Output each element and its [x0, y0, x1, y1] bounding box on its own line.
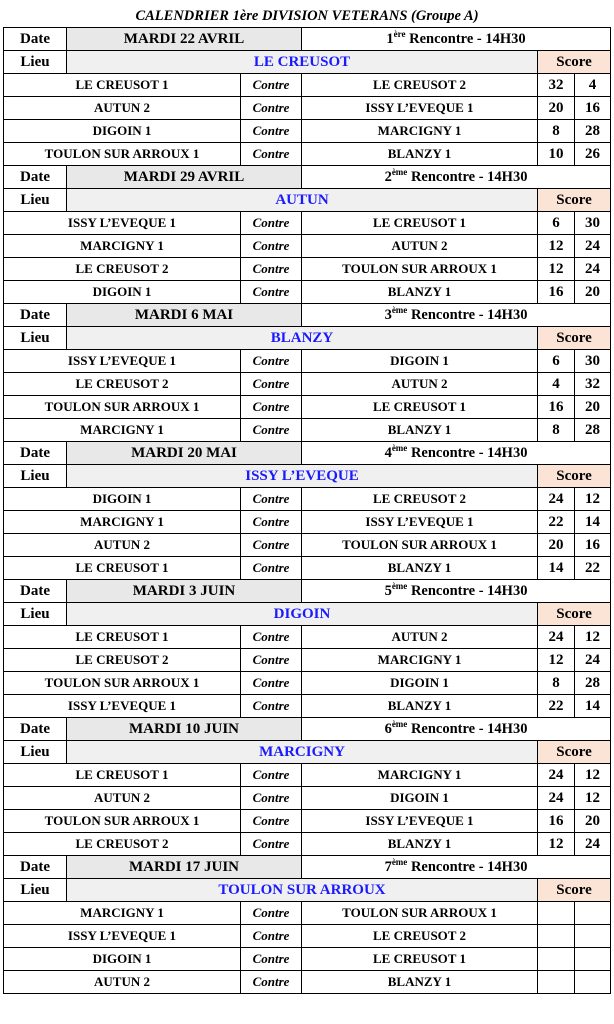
match-row: [4, 143, 611, 166]
contre-label: Contre: [241, 281, 302, 304]
home-score: 24: [538, 626, 575, 649]
away-team: AUTUN 2: [302, 373, 538, 396]
round-number: 5: [384, 582, 392, 599]
away-team: MARCIGNY 1: [302, 120, 538, 143]
page-title: CALENDRIER 1ère DIVISION VETERANS (Groupe A): [4, 5, 611, 28]
home-score: 24: [538, 764, 575, 787]
round-date-row: [4, 304, 611, 327]
round-meeting-text: Rencontre - 14H30: [407, 858, 528, 875]
away-score: [575, 948, 611, 971]
away-team: DIGOIN 1: [302, 787, 538, 810]
away-team: LE CREUSOT 2: [302, 488, 538, 511]
contre-label: Contre: [241, 488, 302, 511]
away-score: [575, 902, 611, 925]
home-team: MARCIGNY 1: [4, 235, 241, 258]
away-score: 32: [575, 373, 611, 396]
away-team: DIGOIN 1: [302, 350, 538, 373]
date-label: Date: [4, 166, 67, 189]
calendar-table: [3, 4, 611, 994]
contre-label: Contre: [241, 120, 302, 143]
away-score: 14: [575, 511, 611, 534]
home-score: 16: [538, 281, 575, 304]
round-meeting-text: Rencontre - 14H30: [407, 444, 528, 461]
round-venue-row: [4, 741, 611, 764]
contre-label: Contre: [241, 764, 302, 787]
round-ordinal-suffix: ème: [391, 166, 408, 177]
round-meeting: [302, 580, 611, 603]
away-score: 16: [575, 534, 611, 557]
away-score: 26: [575, 143, 611, 166]
round-date: MARDI 29 AVRIL: [67, 166, 302, 189]
round-venue-row: [4, 603, 611, 626]
round-date: MARDI 3 JUIN: [67, 580, 302, 603]
match-row: [4, 511, 611, 534]
home-team: ISSY L’EVEQUE 1: [4, 212, 241, 235]
lieu-label: Lieu: [4, 189, 67, 212]
round-number: 2: [384, 168, 392, 185]
home-score: 12: [538, 258, 575, 281]
home-team: LE CREUSOT 1: [4, 626, 241, 649]
match-row: [4, 695, 611, 718]
match-row: [4, 419, 611, 442]
home-score: 10: [538, 143, 575, 166]
home-score: 6: [538, 212, 575, 235]
home-score: 24: [538, 488, 575, 511]
date-label: Date: [4, 856, 67, 879]
round-date: MARDI 22 AVRIL: [67, 28, 302, 51]
score-header: Score: [538, 327, 611, 350]
round-venue-row: [4, 51, 611, 74]
round-ordinal-suffix: ère: [393, 28, 406, 39]
away-score: 28: [575, 419, 611, 442]
home-score: 12: [538, 649, 575, 672]
round-meeting-text: Rencontre - 14H30: [407, 306, 528, 323]
match-row: [4, 488, 611, 511]
away-team: MARCIGNY 1: [302, 764, 538, 787]
home-team: DIGOIN 1: [4, 488, 241, 511]
round-meeting: [302, 28, 611, 51]
round-venue: MARCIGNY: [67, 741, 538, 764]
date-label: Date: [4, 580, 67, 603]
home-score: 22: [538, 695, 575, 718]
contre-label: Contre: [241, 143, 302, 166]
home-team: TOULON SUR ARROUX 1: [4, 810, 241, 833]
match-row: [4, 971, 611, 994]
home-team: LE CREUSOT 1: [4, 557, 241, 580]
away-score: [575, 925, 611, 948]
away-score: [575, 971, 611, 994]
match-row: [4, 396, 611, 419]
score-header: Score: [538, 741, 611, 764]
round-venue-row: [4, 465, 611, 488]
home-score: 20: [538, 97, 575, 120]
home-team: DIGOIN 1: [4, 281, 241, 304]
away-team: TOULON SUR ARROUX 1: [302, 258, 538, 281]
round-meeting-text: Rencontre - 14H30: [407, 582, 528, 599]
contre-label: Contre: [241, 833, 302, 856]
home-team: AUTUN 2: [4, 787, 241, 810]
away-team: BLANZY 1: [302, 143, 538, 166]
away-team: DIGOIN 1: [302, 672, 538, 695]
home-score: [538, 925, 575, 948]
round-ordinal-suffix: ème: [391, 856, 408, 867]
match-row: [4, 557, 611, 580]
match-row: [4, 764, 611, 787]
contre-label: Contre: [241, 534, 302, 557]
away-score: 12: [575, 488, 611, 511]
contre-label: Contre: [241, 902, 302, 925]
round-date-row: [4, 580, 611, 603]
match-row: [4, 948, 611, 971]
contre-label: Contre: [241, 212, 302, 235]
lieu-label: Lieu: [4, 741, 67, 764]
match-row: [4, 258, 611, 281]
match-row: [4, 672, 611, 695]
round-venue-row: [4, 327, 611, 350]
home-score: 4: [538, 373, 575, 396]
away-team: LE CREUSOT 2: [302, 74, 538, 97]
home-score: 12: [538, 833, 575, 856]
away-score: 24: [575, 258, 611, 281]
match-row: [4, 626, 611, 649]
away-score: 24: [575, 649, 611, 672]
away-team: MARCIGNY 1: [302, 649, 538, 672]
contre-label: Contre: [241, 971, 302, 994]
home-team: MARCIGNY 1: [4, 511, 241, 534]
match-row: [4, 281, 611, 304]
lieu-label: Lieu: [4, 51, 67, 74]
away-score: 16: [575, 97, 611, 120]
contre-label: Contre: [241, 373, 302, 396]
away-team: BLANZY 1: [302, 281, 538, 304]
lieu-label: Lieu: [4, 879, 67, 902]
title-row: [4, 5, 611, 28]
away-team: BLANZY 1: [302, 833, 538, 856]
away-team: TOULON SUR ARROUX 1: [302, 902, 538, 925]
home-team: AUTUN 2: [4, 534, 241, 557]
round-venue: TOULON SUR ARROUX: [67, 879, 538, 902]
home-team: LE CREUSOT 2: [4, 649, 241, 672]
away-team: TOULON SUR ARROUX 1: [302, 534, 538, 557]
home-score: 8: [538, 419, 575, 442]
contre-label: Contre: [241, 557, 302, 580]
match-row: [4, 235, 611, 258]
away-team: LE CREUSOT 1: [302, 948, 538, 971]
home-score: 12: [538, 235, 575, 258]
date-label: Date: [4, 304, 67, 327]
round-meeting-text: Rencontre - 14H30: [407, 720, 528, 737]
lieu-label: Lieu: [4, 465, 67, 488]
away-score: 20: [575, 281, 611, 304]
match-row: [4, 212, 611, 235]
home-score: 16: [538, 396, 575, 419]
home-score: 24: [538, 787, 575, 810]
score-header: Score: [538, 51, 611, 74]
round-date-row: [4, 28, 611, 51]
round-venue: ISSY L’EVEQUE: [67, 465, 538, 488]
home-score: 14: [538, 557, 575, 580]
away-team: BLANZY 1: [302, 557, 538, 580]
date-label: Date: [4, 442, 67, 465]
round-number: 7: [384, 858, 392, 875]
home-score: 8: [538, 120, 575, 143]
contre-label: Contre: [241, 396, 302, 419]
match-row: [4, 902, 611, 925]
match-row: [4, 97, 611, 120]
score-header: Score: [538, 189, 611, 212]
home-team: DIGOIN 1: [4, 948, 241, 971]
match-row: [4, 925, 611, 948]
round-ordinal-suffix: ème: [391, 442, 408, 453]
away-score: 12: [575, 764, 611, 787]
home-team: MARCIGNY 1: [4, 902, 241, 925]
round-date-row: [4, 442, 611, 465]
away-team: ISSY L’EVEQUE 1: [302, 810, 538, 833]
match-row: [4, 649, 611, 672]
away-score: 12: [575, 626, 611, 649]
home-score: 20: [538, 534, 575, 557]
away-score: 20: [575, 396, 611, 419]
home-score: 32: [538, 74, 575, 97]
round-venue: LE CREUSOT: [67, 51, 538, 74]
home-team: LE CREUSOT 2: [4, 833, 241, 856]
score-header: Score: [538, 879, 611, 902]
home-team: LE CREUSOT 2: [4, 258, 241, 281]
match-row: [4, 534, 611, 557]
away-team: ISSY L’EVEQUE 1: [302, 511, 538, 534]
away-team: AUTUN 2: [302, 235, 538, 258]
round-number: 6: [384, 720, 392, 737]
away-score: 28: [575, 120, 611, 143]
away-score: 24: [575, 833, 611, 856]
round-meeting-text: Rencontre - 14H30: [405, 30, 526, 47]
home-team: LE CREUSOT 1: [4, 74, 241, 97]
round-venue: DIGOIN: [67, 603, 538, 626]
round-date-row: [4, 856, 611, 879]
round-ordinal-suffix: ème: [391, 718, 408, 729]
contre-label: Contre: [241, 695, 302, 718]
away-score: 4: [575, 74, 611, 97]
contre-label: Contre: [241, 419, 302, 442]
away-team: LE CREUSOT 1: [302, 396, 538, 419]
round-date-row: [4, 166, 611, 189]
home-score: 22: [538, 511, 575, 534]
home-team: LE CREUSOT 1: [4, 764, 241, 787]
round-venue-row: [4, 879, 611, 902]
round-venue: BLANZY: [67, 327, 538, 350]
home-team: ISSY L’EVEQUE 1: [4, 925, 241, 948]
round-ordinal-suffix: ème: [391, 304, 408, 315]
round-meeting: [302, 304, 611, 327]
home-team: MARCIGNY 1: [4, 419, 241, 442]
home-score: 8: [538, 672, 575, 695]
round-meeting: [302, 166, 611, 189]
away-score: 22: [575, 557, 611, 580]
home-team: AUTUN 2: [4, 97, 241, 120]
home-team: TOULON SUR ARROUX 1: [4, 396, 241, 419]
contre-label: Contre: [241, 948, 302, 971]
away-score: 12: [575, 787, 611, 810]
match-row: [4, 120, 611, 143]
round-ordinal-suffix: ème: [391, 580, 408, 591]
match-row: [4, 833, 611, 856]
away-team: AUTUN 2: [302, 626, 538, 649]
round-number: 3: [384, 306, 392, 323]
away-team: BLANZY 1: [302, 695, 538, 718]
home-score: 6: [538, 350, 575, 373]
match-row: [4, 74, 611, 97]
contre-label: Contre: [241, 350, 302, 373]
away-score: 28: [575, 672, 611, 695]
round-venue: AUTUN: [67, 189, 538, 212]
round-date: MARDI 20 MAI: [67, 442, 302, 465]
away-team: LE CREUSOT 1: [302, 212, 538, 235]
away-score: 24: [575, 235, 611, 258]
match-row: [4, 350, 611, 373]
round-meeting: [302, 442, 611, 465]
contre-label: Contre: [241, 626, 302, 649]
contre-label: Contre: [241, 925, 302, 948]
away-score: 14: [575, 695, 611, 718]
contre-label: Contre: [241, 672, 302, 695]
away-team: LE CREUSOT 2: [302, 925, 538, 948]
round-number: 4: [384, 444, 392, 461]
round-meeting: [302, 856, 611, 879]
home-score: [538, 902, 575, 925]
contre-label: Contre: [241, 97, 302, 120]
contre-label: Contre: [241, 74, 302, 97]
home-score: [538, 971, 575, 994]
home-team: LE CREUSOT 2: [4, 373, 241, 396]
home-team: TOULON SUR ARROUX 1: [4, 672, 241, 695]
match-row: [4, 787, 611, 810]
away-score: 30: [575, 212, 611, 235]
home-score: [538, 948, 575, 971]
home-team: DIGOIN 1: [4, 120, 241, 143]
home-score: 16: [538, 810, 575, 833]
round-venue-row: [4, 189, 611, 212]
contre-label: Contre: [241, 258, 302, 281]
date-label: Date: [4, 28, 67, 51]
round-date: MARDI 17 JUIN: [67, 856, 302, 879]
away-score: 30: [575, 350, 611, 373]
score-header: Score: [538, 603, 611, 626]
home-team: ISSY L’EVEQUE 1: [4, 350, 241, 373]
away-team: BLANZY 1: [302, 971, 538, 994]
contre-label: Contre: [241, 787, 302, 810]
score-header: Score: [538, 465, 611, 488]
contre-label: Contre: [241, 235, 302, 258]
lieu-label: Lieu: [4, 327, 67, 350]
away-team: BLANZY 1: [302, 419, 538, 442]
match-row: [4, 810, 611, 833]
home-team: AUTUN 2: [4, 971, 241, 994]
date-label: Date: [4, 718, 67, 741]
round-date-row: [4, 718, 611, 741]
contre-label: Contre: [241, 649, 302, 672]
contre-label: Contre: [241, 810, 302, 833]
round-number: 1: [386, 30, 394, 47]
home-team: TOULON SUR ARROUX 1: [4, 143, 241, 166]
contre-label: Contre: [241, 511, 302, 534]
round-meeting: [302, 718, 611, 741]
home-team: ISSY L’EVEQUE 1: [4, 695, 241, 718]
lieu-label: Lieu: [4, 603, 67, 626]
round-date: MARDI 10 JUIN: [67, 718, 302, 741]
round-date: MARDI 6 MAI: [67, 304, 302, 327]
round-meeting-text: Rencontre - 14H30: [407, 168, 528, 185]
away-team: ISSY L’EVEQUE 1: [302, 97, 538, 120]
away-score: 20: [575, 810, 611, 833]
match-row: [4, 373, 611, 396]
